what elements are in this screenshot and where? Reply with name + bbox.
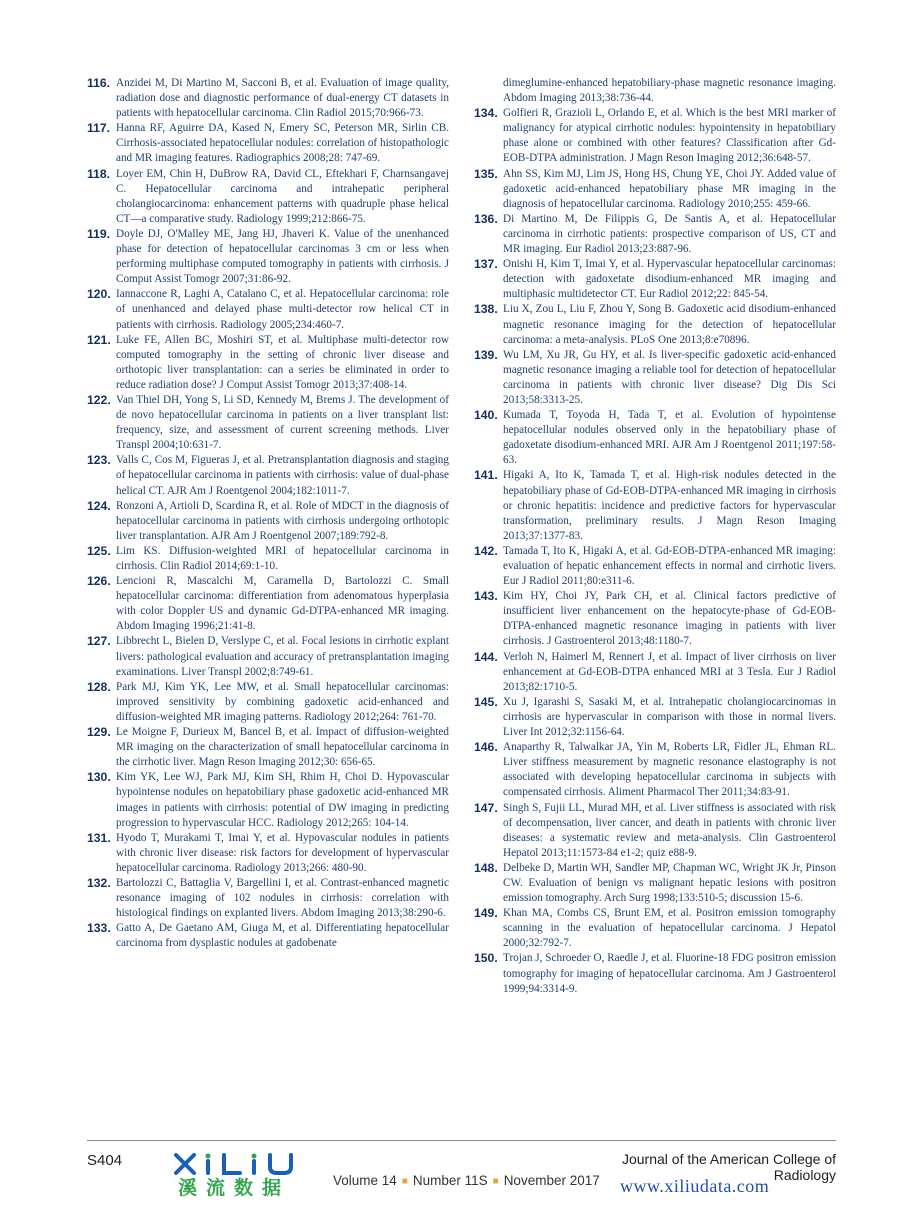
reference-item [87,876,449,921]
reference-number: 135. [474,166,498,181]
reference-number: 126. [87,574,111,589]
reference-item [474,167,836,212]
reference-text: Anaparthy R, Talwalkar JA, Yin M, Roberts LR, Fidler JL, Ehman RL. Liver stiffness measurement by magnetic resonance elastography is not associated with developing hepatocellular carcinoma in subjects with compensated cirrhosis. Aliment Pharmacol Ther 2011;34:83-91. [503,741,836,799]
reference-item [87,770,449,830]
reference-number: 147. [474,800,498,815]
reference-item [87,680,449,725]
journal-name: Journal of the American College of Radiology [621,1151,836,1183]
references-right-column [474,76,836,997]
reference-item [474,302,836,347]
reference-text: Park MJ, Kim YK, Lee MW, et al. Small hepatocellular carcinomas: improved sensitivity by combining gadoxetic acid-enhanced and diffusion-weighted MR imaging patterns. Radiology 2012;264: 761-70. [116,680,449,723]
reference-number: 148. [474,860,498,875]
reference-number: 124. [87,498,111,513]
reference-item [474,695,836,740]
reference-number: 142. [474,543,498,558]
reference-text: Le Moigne F, Durieux M, Bancel B, et al. Impact of diffusion-weighted MR imaging on the characterization of small hepatocellular carcinoma in the cirrhotic liver. Magn Reson Imaging 2012;30: 656-65. [116,726,449,769]
reference-number: 146. [474,740,498,755]
reference-item [87,574,449,634]
reference-text: Lencioni R, Mascalchi M, Caramella D, Bartolozzi C. Small hepatocellular carcinoma: differentiation from adenomatous hyperplasia with color Doppler US and dynamic Gd-DTPA-enhanced MR imaging. Abdom Imaging 1996;21:41-8. [116,575,449,633]
reference-number: 141. [474,468,498,483]
reference-text: Tamada T, Ito K, Higaki A, et al. Gd-EOB-DTPA-enhanced MR imaging: evaluation of hepatic enhancement effects in normal and cirrhotic livers. Eur J Radiol 2011;80:e311-6. [503,544,836,588]
reference-number: 133. [87,921,111,936]
reference-text: Valls C, Cos M, Figueras J, et al. Pretransplantation diagnosis and staging of hepatocellular carcinoma in patients with cirrhosis: value of dual-phase helical CT. AJR Am J Roentgenol 2004;182:1011-7. [116,454,449,497]
reference-text: Singh S, Fujii LL, Murad MH, et al. Liver stiffness is associated with risk of decompensation, liver cancer, and death in patients with chronic liver diseases: a systematic review and meta-analysis. Clin Gastroenterol Hepatol 2013;11:1573-84 e1-2; quiz e88-9. [503,801,836,859]
reference-text: Iannaccone R, Laghi A, Catalano C, et al. Hepatocellular carcinoma: role of unenhanced and delayed phase multi-detector row helical CT in patients with cirrhosis. Radiology 2005;234:460-7. [116,288,449,331]
reference-item [474,740,836,800]
reference-item [87,453,449,498]
reference-item [87,921,449,951]
reference-text: Trojan J, Schroeder O, Raedle J, et al. Fluorine-18 FDG positron emission tomography for imaging of hepatocellular carcinoma. Am J Gastroenterol 1999;94:3314-9. [503,952,836,995]
reference-text: Khan MA, Combs CS, Brunt EM, et al. Positron emission tomography scanning in the evaluation of hepatocellular carcinoma. J Hepatol 2000;32:792-7. [503,907,836,950]
reference-item [474,589,836,649]
reference-item [87,287,449,332]
reference-item [474,906,836,951]
reference-item [87,634,449,679]
watermark-url[interactable]: www.xiliudata.com [620,1176,770,1196]
reference-number: 139. [474,347,498,362]
reference-text: Liu X, Zou L, Liu F, Zhou Y, Song B. Gadoxetic acid disodium-enhanced magnetic resonance imaging for the detection of hepatocellular carcinoma: a meta-analysis. PLoS One 2013;8:e70896. [503,303,836,346]
reference-text: Delbeke D, Martin WH, Sandler MP, Chapman WC, Wright JK Jr, Pinson CW. Evaluation of benign vs malignant hepatic lesions with positron emission tomography. Arch Surg 1998;133:510-5; discussion 15-6. [503,861,836,905]
references-left-column [87,76,449,951]
reference-text: Xu J, Igarashi S, Sasaki M, et al. Intrahepatic cholangiocarcinomas in cirrhosis are hypervascular in comparison with those in normal livers. Liver Int 2012;32:1156-64. [503,695,836,739]
reference-text: Kim YK, Lee WJ, Park MJ, Kim SH, Rhim H, Choi D. Hypovascular hypointense nodules on hepatobiliary phase gadoxetic acid-enhanced MR images in patients with cirrhosis: potential of DW imaging in predicting progression to hypervascular HCC. Radiology 2012;265: 104-14. [116,771,449,829]
reference-number: 118. [87,166,111,181]
reference-number: 137. [474,257,498,272]
reference-continuation: dimeglumine-enhanced hepatobiliary-phase magnetic resonance imaging. Abdom Imaging 2013;38:736-44. [503,77,836,105]
volume: Volume 14 [333,1173,397,1188]
reference-number: 149. [474,906,498,921]
reference-item [87,544,449,574]
issue-date: November 2017 [503,1173,600,1188]
reference-item [87,725,449,770]
reference-number: 145. [474,694,498,709]
reference-text: Hyodo T, Murakami T, Imai Y, et al. Hypovascular nodules in patients with chronic liver disease: risk factors for development of hypervascular hepatocellular carcinoma. Radiology 2013;266: 480-90. [116,831,449,874]
reference-text: Van Thiel DH, Yong S, Li SD, Kennedy M, Brems J. The development of de novo hepatocellular carcinoma in patients on a liver transplant list: frequency, size, and assessment of current screening methods. Liver Transpl 2004;10:631-7. [116,393,449,452]
reference-number: 150. [474,951,498,966]
reference-item [474,408,836,468]
reference-item [474,951,836,996]
reference-number: 125. [87,543,111,558]
reference-text: Kim HY, Choi JY, Park CH, et al. Clinical factors predictive of insufficient liver enhancement on the hepatocyte-phase of Gd-EOB-DTPA-enhanced magnetic resonance imaging in patients with liver cirrhosis. J Gastroenterol 2013;48:1180-7. [503,590,836,648]
reference-number: 143. [474,589,498,604]
reference-text: Lim KS. Diffusion-weighted MRI of hepatocellular carcinoma in cirrhosis. Clin Radiol 2014;69:1-10. [116,544,449,572]
reference-number: 116. [87,76,111,90]
reference-item [474,468,836,543]
reference-text: Hanna RF, Aguirre DA, Kased N, Emery SC, Peterson MR, Sirlin CB. Cirrhosis-associated hepatocellular nodules: correlation of histopathologic and MR imaging features. Radiographics 2008;28: 747-69. [116,122,449,165]
reference-item [87,333,449,393]
reference-item [474,544,836,589]
reference-item [87,76,449,121]
reference-item [474,861,836,906]
reference-number: 127. [87,634,111,649]
reference-number: 131. [87,830,111,845]
reference-number: 144. [474,649,498,664]
reference-number: 134. [474,106,498,121]
reference-number: 117. [87,121,111,136]
reference-text: Di Martino M, De Filippis G, De Santis A, et al. Hepatocellular carcinoma in cirrhotic patients: prospective comparison of US, CT and MR imaging. Eur Radiol 2013;23:887-96. [503,212,836,256]
reference-text: Higaki A, Ito K, Tamada T, et al. High-risk nodules detected in the hepatobiliary phase of Gd-EOB-DTPA-enhanced MR imaging in cirrhosis or chronic hepatitis: incidence and predictive factors for hypervascular transformation, preliminary results. J Magn Reson Imaging 2013;37:1377-83. [503,469,836,542]
reference-item [87,393,449,453]
separator-bullet: ■ [401,1176,408,1187]
reference-number: 121. [87,332,111,347]
reference-item [87,499,449,544]
reference-number: 132. [87,875,111,890]
reference-text: Bartolozzi C, Battaglia V, Bargellini I, et al. Contrast-enhanced magnetic resonance imaging of 102 nodules in cirrhosis: correlation with histological findings on explanted livers. Abdom Imaging 2013;38:290-6. [116,876,449,920]
reference-text: Ahn SS, Kim MJ, Lim JS, Hong HS, Chung YE, Choi JY. Added value of gadoxetic acid-enhanced hepatobiliary phase MR imaging in the diagnosis of hepatocellular carcinoma. Radiology 2010;255: 459-66. [503,167,836,210]
reference-text: Kumada T, Toyoda H, Tada T, et al. Evolution of hypointense hepatocellular nodules observed only in the hepatobiliary phase of gadoxetate disodium-enhanced MRI. AJR Am J Roentgenol 2011;197:58-63. [503,409,836,467]
reference-number: 128. [87,679,111,694]
footer-divider [87,1140,836,1141]
reference-text: Gatto A, De Gaetano AM, Giuga M, et al. Differentiating hepatocellular carcinoma from dysplastic nodules at gadobenate [116,922,449,950]
reference-item [474,106,836,166]
reference-number: 129. [87,725,111,740]
reference-item [474,348,836,408]
xiliu-logo [172,1152,322,1198]
xiliu-logo-chinese: 溪流数据 [178,1177,291,1199]
reference-number: 120. [87,287,111,302]
reference-number: 123. [87,453,111,468]
issue-line [333,1173,600,1188]
reference-text: Onishi H, Kim T, Imai Y, et al. Hypervascular hepatocellular carcinomas: detection with gadoxetate disodium-enhanced MR imaging and multiphasic multidetector CT. Eur Radiol 2012;22: 845-54. [503,258,836,301]
reference-number: 138. [474,302,498,317]
reference-text: Loyer EM, Chin H, DuBrow RA, David CL, Eftekhari F, Charnsangavej C. Hepatocellular carcinoma and intrahepatic peripheral cholangiocarcinoma: enhancement patterns with quadruple phase helical CT—a comparative study. Radiology 1999;212:866-75. [116,167,449,225]
reference-text: Anzidei M, Di Martino M, Sacconi B, et al. Evaluation of image quality, radiation dose and diagnostic performance of dual-energy CT datasets in patients with hepatocellular carcinoma. Clin Radiol 2015;70:966-73. [116,77,449,120]
reference-item [474,650,836,695]
reference-number: 119. [87,226,111,241]
issue-number: Number 11S [412,1173,488,1188]
reference-item [87,121,449,166]
reference-number: 140. [474,408,498,423]
separator-bullet: ■ [492,1176,499,1187]
reference-item [87,227,449,287]
reference-text: Golfieri R, Grazioli L, Orlando E, et al. Which is the best MRI marker of malignancy for atypical cirrhotic nodules: hypointensity in hepatobiliary phase alone or combined with other features? Classification after Gd-EOB-DTPA administration. J Magn Reson Imaging 2012;36:648-57. [503,107,836,165]
reference-text: Wu LM, Xu JR, Gu HY, et al. Is liver-specific gadoxetic acid-enhanced magnetic resonance imaging a reliable tool for detection of hepatocellular carcinoma in patients with chronic liver disease? Dig Dis Sci 2013;58:3313-25. [503,348,836,406]
reference-text: Libbrecht L, Bielen D, Verslype C, et al. Focal lesions in cirrhotic explant livers: pathological evaluation and accuracy of pretransplantation imaging examinations. Liver Transpl 2002;8:749-61. [116,635,449,678]
reference-number: 122. [87,392,111,407]
reference-item [87,831,449,876]
reference-text: Doyle DJ, O'Malley ME, Jang HJ, Jhaveri K. Value of the unenhanced phase for detection of hepatocellular carcinomas 3 cm or less when performing multiphase computed tomography in patients with cirrhosis. J Comput Assist Tomogr 2007;31:86-92. [116,227,449,286]
reference-item [474,801,836,861]
reference-text: Verloh N, Haimerl M, Rennert J, et al. Impact of liver cirrhosis on liver enhancement at Gd-EOB-DTPA enhanced MRI at 3 Tesla. Eur J Radiol 2013;82:1710-5. [503,650,836,693]
reference-number: 136. [474,211,498,226]
reference-item [474,212,836,257]
reference-item [87,167,449,227]
reference-item [474,257,836,302]
reference-text: Luke FE, Allen BC, Moshiri ST, et al. Multiphase multi-detector row computed tomography in the setting of chronic liver disease and orthotopic liver transplantation: can a series be eliminated in order to reduce radiation dose? J Comput Assist Tomogr 2013;37:408-14. [116,333,449,391]
page-number: S404 [87,1152,123,1169]
reference-number: 130. [87,770,111,785]
reference-text: Ronzoni A, Artioli D, Scardina R, et al. Role of MDCT in the diagnosis of hepatocellular carcinoma in patients with cirrhosis undergoing orthotopic liver transplantation. AJR Am J Roentgenol 2007;189:792-8. [116,499,449,542]
